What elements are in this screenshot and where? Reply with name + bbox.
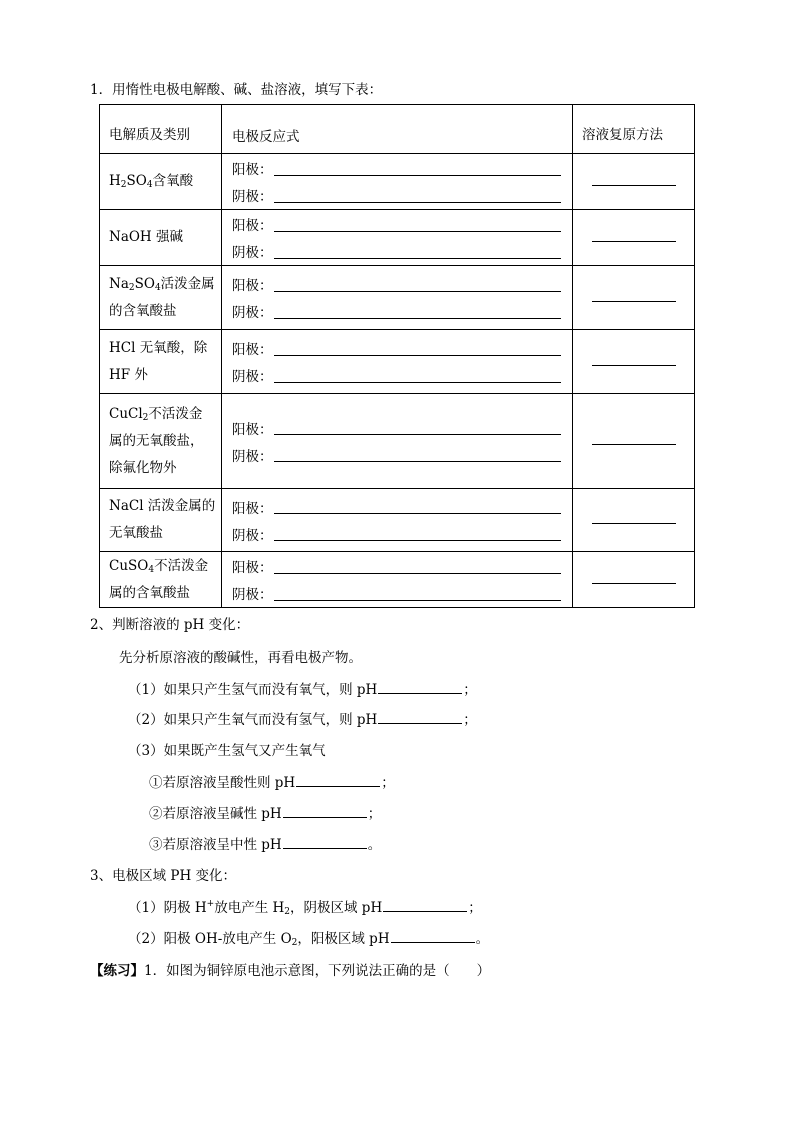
reaction-cell — [222, 394, 573, 489]
q2-sub-1: ①若原溶液呈酸性则 pH ； — [149, 775, 395, 791]
q3-title: 3、电极区域 PH 变化： — [90, 868, 237, 884]
electrolyte-cell: CuCl$_2$不活泼金 属的无氧酸盐， 除氟化物外 — [100, 394, 222, 489]
header-restore-method: 溶液复原方法 — [573, 105, 695, 154]
restore-answer-line[interactable] — [592, 364, 676, 366]
anode-label: 阳极： — [232, 560, 273, 576]
q2-sub-3-blank[interactable] — [283, 847, 367, 849]
reaction-cell — [222, 552, 573, 608]
q2-intro: 先分析原溶液的酸碱性，再看电极产物。 — [119, 650, 362, 666]
restore-cell — [573, 210, 695, 266]
restore-cell — [573, 154, 695, 210]
restore-cell — [573, 394, 695, 489]
restore-cell — [573, 552, 695, 608]
q2-sub-2: ②若原溶液呈碱性 pH ； — [149, 806, 382, 822]
table-row — [100, 210, 695, 266]
anode-label: 阳极： — [232, 500, 273, 517]
cathode-label: 阴极： — [232, 189, 273, 205]
anode-answer-line[interactable] — [274, 420, 561, 435]
q1-title: 1．用惰性电极电解酸、碱、盐溶液，填写下表： — [90, 82, 383, 98]
header-electrode-reaction: 电极反应式 — [222, 105, 573, 154]
q3-item-1-blank[interactable] — [383, 910, 467, 912]
electrolyte-cell: $Na_2SO_4$活泼金属 的含氧酸盐 — [100, 266, 222, 330]
q2-item-3: （3）如果既产生氢气又产生氧气 — [128, 743, 326, 759]
table-row — [100, 330, 695, 394]
q2-item-1-blank[interactable] — [378, 692, 462, 694]
anode-answer-line[interactable] — [274, 161, 561, 176]
electrolyte-cell: HCl 无氧酸，除 HF 外 — [100, 330, 222, 394]
restore-answer-line[interactable] — [592, 184, 676, 186]
restore-cell — [573, 489, 695, 552]
electrolyte-cell: NaOH 强碱 — [100, 210, 222, 266]
restore-cell — [573, 330, 695, 394]
anode-label: 阳极： — [232, 218, 273, 234]
table-row — [100, 489, 695, 552]
reaction-cell — [222, 210, 573, 266]
restore-answer-line[interactable] — [592, 300, 676, 302]
practice-text: 1．如图为铜锌原电池示意图，下列说法正确的是（ ） — [144, 963, 491, 979]
anode-label: 阳极： — [232, 278, 273, 294]
anode-answer-line[interactable] — [274, 217, 561, 232]
table-header-row — [100, 105, 695, 154]
practice-tag: 【练习】 — [90, 963, 144, 979]
cathode-answer-line[interactable] — [274, 304, 561, 319]
cathode-label: 阴极： — [232, 245, 273, 261]
anode-label: 阳极： — [232, 342, 273, 358]
cathode-label: 阴极： — [232, 527, 273, 544]
q3-item-2: （2）阳极 OH-放电产生 $O_2$，阳极区域 pH 。 — [128, 931, 490, 948]
restore-answer-line[interactable] — [592, 582, 676, 584]
reaction-cell — [222, 266, 573, 330]
cathode-label: 阴极： — [232, 305, 273, 321]
q2-sub-3: ③若原溶液呈中性 pH 。 — [149, 837, 382, 853]
cathode-answer-line[interactable] — [274, 526, 561, 541]
cathode-answer-line[interactable] — [274, 244, 561, 259]
table-row — [100, 154, 695, 210]
reaction-cell — [222, 489, 573, 552]
header-electrolyte: 电解质及类别 — [100, 105, 222, 154]
anode-answer-line[interactable] — [274, 341, 561, 356]
anode-answer-line[interactable] — [274, 277, 561, 292]
q2-sub-2-blank[interactable] — [283, 816, 367, 818]
table-row — [100, 266, 695, 330]
cathode-answer-line[interactable] — [274, 368, 561, 383]
anode-label: 阳极： — [232, 421, 273, 438]
cathode-answer-line[interactable] — [274, 586, 561, 601]
cathode-label: 阴极： — [232, 448, 273, 465]
q2-item-2-blank[interactable] — [378, 722, 462, 724]
restore-answer-line[interactable] — [592, 240, 676, 242]
cathode-answer-line[interactable] — [274, 447, 561, 462]
restore-cell — [573, 266, 695, 330]
anode-answer-line[interactable] — [274, 559, 561, 574]
electrolyte-cell: NaCl 活泼金属的 无氧酸盐 — [100, 489, 222, 552]
electrolysis-table — [99, 104, 695, 608]
q3-item-1: （1）阴极 H+放电产生 $H_2$，阴极区域 pH ； — [128, 899, 482, 917]
reaction-cell — [222, 330, 573, 394]
restore-answer-line[interactable] — [592, 443, 676, 445]
q2-sub-1-blank[interactable] — [296, 785, 380, 787]
cathode-label: 阴极： — [232, 587, 273, 603]
table-row — [100, 394, 695, 489]
practice-question — [90, 959, 490, 979]
q2-item-2: （2）如果只产生氧气而没有氢气，则 pH ； — [128, 712, 477, 728]
anode-answer-line[interactable] — [274, 499, 561, 514]
q3-item-2-blank[interactable] — [391, 941, 475, 943]
cathode-label: 阴极： — [232, 369, 273, 385]
q2-title: 2、判断溶液的 pH 变化： — [90, 617, 250, 633]
anode-label: 阳极： — [232, 162, 273, 178]
restore-answer-line[interactable] — [592, 522, 676, 524]
table-row — [100, 552, 695, 608]
cathode-answer-line[interactable] — [274, 188, 561, 203]
reaction-cell — [222, 154, 573, 210]
electrolyte-cell: CuSO$_4$不活泼金 属的含氧酸盐 — [100, 552, 222, 608]
electrolyte-cell: $H_2SO_4$含氧酸 — [100, 154, 222, 210]
q2-item-1: （1）如果只产生氢气而没有氧气，则 pH ； — [128, 682, 477, 698]
